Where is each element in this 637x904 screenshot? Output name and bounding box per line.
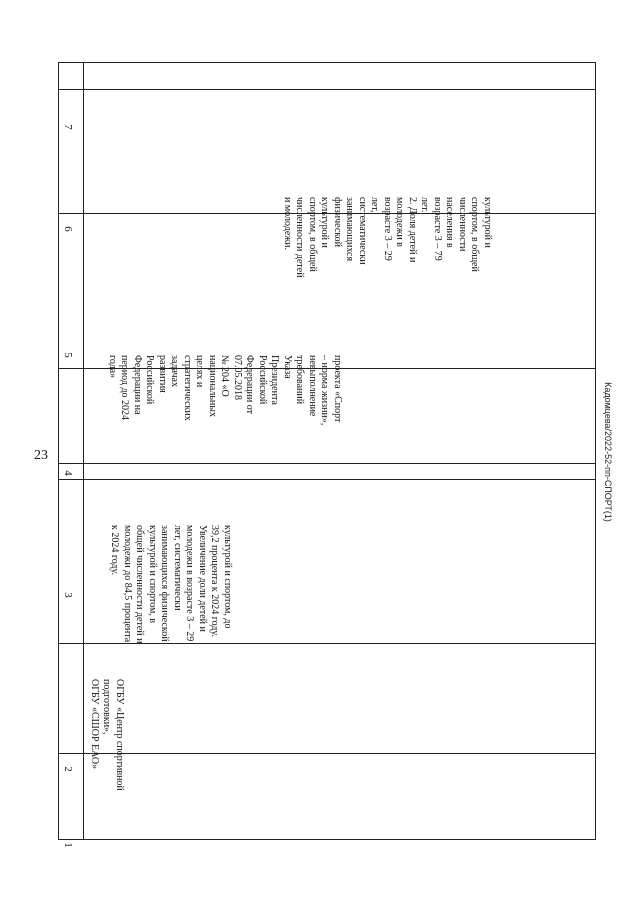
header-divider	[83, 63, 84, 839]
column-divider	[59, 479, 595, 480]
page-number: 23	[34, 448, 48, 463]
column-number-3: 3	[61, 592, 74, 598]
column-number-5: 5	[61, 352, 74, 358]
column-number-6: 6	[61, 226, 74, 232]
column-divider	[59, 753, 595, 754]
column-number-2: 2	[61, 766, 74, 772]
table	[58, 62, 596, 848]
column-number-7: 7	[61, 124, 74, 130]
column-number-4: 4	[61, 470, 74, 476]
cell-col3: ОГБУ «Центр спортивной подготовки», ОГБУ «СШОР ЕАО»	[89, 679, 125, 791]
column-divider	[59, 89, 595, 90]
cell-col6: проекта «Спорт – норма жизни», невыполнение требований Указа Президента Российской Федерации от 07.05.2018 № 204 «О национальных целях и стратегических задачах развития Российской Федерации на период до 2024 года»	[107, 355, 343, 426]
cell-col5: культурой и спортом, до 39,2 процента к 2024 году. Увеличение доли детей и молодежи в возрасте 3 – 29 лет, систематически занимающихся физической культурой и спортом, в общей численности детей и молодежи до 84,5 процента к 2024 году.	[109, 525, 233, 644]
document-code: Кадомцева/2022-52-пп-СПОРТ(1)	[603, 382, 613, 522]
cell-col7: культурой и спортом, в общей численности населения в возрасте 3 – 79 лет. 2. Доля детей и молодежи в возрасте 3 – 29 лет, систематически занимающихся физической культурой и спортом, в общей численности детей и молодежи.	[282, 197, 493, 278]
column-number-1: 1	[61, 842, 74, 848]
